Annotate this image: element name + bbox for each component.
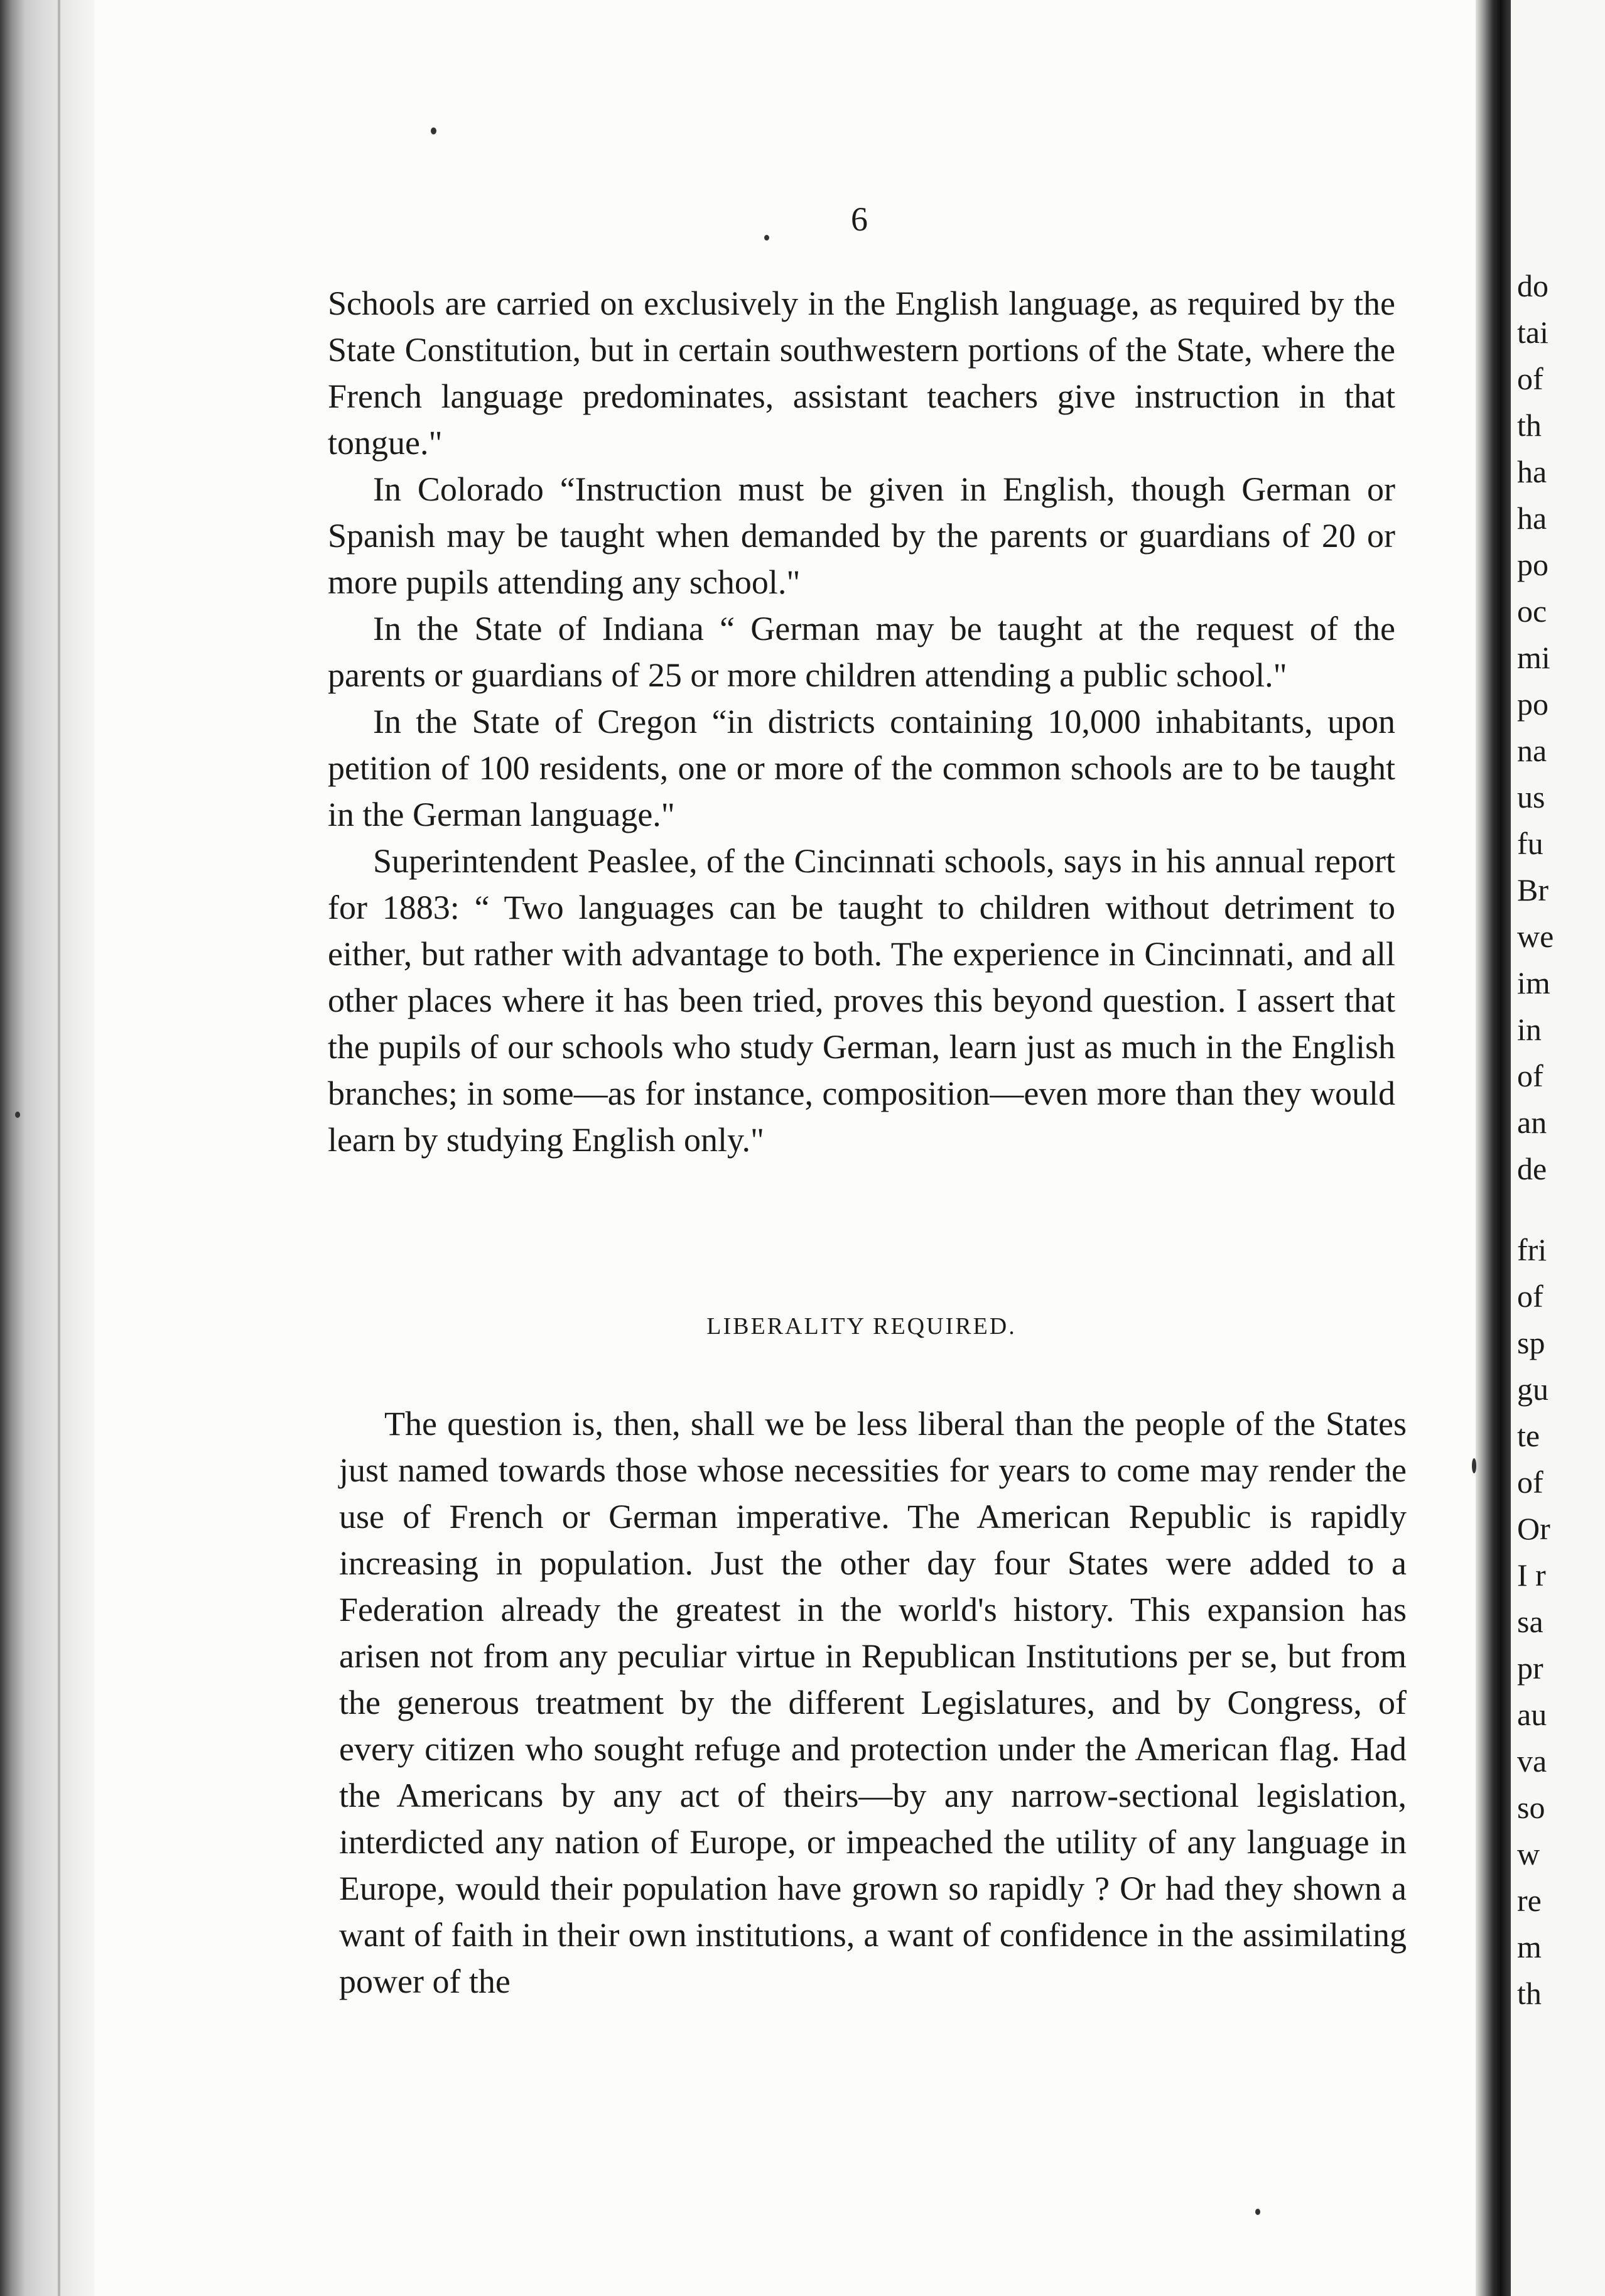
body-text-upper [328, 280, 1395, 1163]
next-page-line-fragment: of [1517, 361, 1543, 396]
next-page-line-fragment: Br [1517, 872, 1548, 907]
next-page-line-fragment: of [1517, 1279, 1543, 1314]
next-page-line-fragment: oc [1517, 593, 1547, 629]
gutter-line [58, 0, 60, 2296]
next-page-line-fragment: of [1517, 1058, 1543, 1093]
next-page-line-fragment: I r [1517, 1557, 1546, 1593]
next-page-line-fragment: us [1517, 779, 1545, 815]
body-text-lower [339, 1400, 1407, 2005]
next-page-line-fragment: w [1517, 1836, 1540, 1871]
center-binding [1476, 0, 1511, 2296]
next-page-line-fragment: po [1517, 547, 1548, 582]
next-page-line-fragment: im [1517, 965, 1550, 1000]
next-page-line-fragment: th [1517, 408, 1542, 443]
scan-speck [15, 1112, 20, 1118]
paragraph: Superintendent Peaslee, of the Cincinnati schools, says in his annual report for 1883: “ Two languages can be taught to children without detriment to either, but rather with advantage to both. The experience in Cincinnati, and all other places where it has been tried, proves this beyond question. I assert that the pupils of our schools who study German, learn just as much in the English branches; in some—as for instance, composition—even more than they would learn by studying English only." [328, 842, 1395, 1159]
scan-speck [764, 235, 769, 241]
next-page-line-fragment: tai [1517, 315, 1548, 350]
section-heading: LIBERALITY REQUIRED. [706, 1313, 1017, 1340]
next-page-line-fragment: pr [1517, 1650, 1543, 1686]
paragraph: Schools are carried on exclusively in the English language, as required by the State Constitution, but in certain southwestern portions of the State, where the French language predominates, assistant teachers give instruction in that tongue." [328, 284, 1395, 462]
next-page-line-fragment: ha [1517, 454, 1547, 489]
next-page-fragment [1511, 0, 1605, 2296]
next-page-line-fragment: fu [1517, 826, 1543, 861]
next-page-line-fragment: an [1517, 1105, 1547, 1140]
next-page-line-fragment: we [1517, 919, 1554, 954]
next-page-line-fragment: au [1517, 1697, 1547, 1732]
left-binding-edge [0, 0, 94, 2296]
next-page-line-fragment: va [1517, 1743, 1547, 1779]
next-page-line-fragment: fri [1517, 1232, 1547, 1267]
scan-speck [431, 127, 436, 134]
next-page-line-fragment: gu [1517, 1372, 1548, 1407]
next-page-line-fragment: th [1517, 1976, 1542, 2011]
paragraph: The question is, then, shall we be less liberal than the people of the States just named towards those whose necessities for years to come may render the use of French or German imperative. The American Republic is rapidly increasing in population. Just the other day four States were added to a Federation already the greatest in the world's history. This expansion has arisen not from any peculiar virtue in Republican Institutions per se, but from the generous treatment by the different Legislatures, and by Congress, of every citizen who sought refuge and protection under the American flag. Had the Americans by any act of theirs—by any narrow-sectional legislation, interdicted any nation of Europe, or impeached the utility of any language in Europe, would their population have grown so rapidly ? Or had they shown a want of faith in their own institutions, a want of confidence in the assimilating power of the [339, 1405, 1407, 2000]
next-page-line-fragment: ha [1517, 501, 1547, 536]
next-page-line-fragment: po [1517, 686, 1548, 722]
paragraph: In the State of Indiana “ German may be taught at the request of the parents or guardians of 25 or more children attending a public school." [328, 610, 1395, 694]
next-page-line-fragment: na [1517, 733, 1547, 768]
scan-speck [1472, 1458, 1476, 1473]
paragraph: In Colorado “Instruction must be given in English, though German or Spanish may be taught when demanded by the parents or guardians of 20 or more pupils attending any school." [328, 470, 1395, 601]
next-page-line-fragment: of [1517, 1465, 1543, 1500]
next-page-line-fragment: te [1517, 1418, 1540, 1453]
next-page-line-fragment: so [1517, 1790, 1545, 1825]
paragraph: In the State of Cregon “in districts containing 10,000 inhabitants, upon petition of 100 residents, one or more of the common schools are to be taught in the German language." [328, 703, 1395, 833]
next-page-line-fragment: sa [1517, 1604, 1543, 1639]
next-page-line-fragment: Or [1517, 1511, 1550, 1546]
next-page-line-fragment: do [1517, 268, 1548, 303]
next-page-line-fragment: de [1517, 1151, 1547, 1186]
next-page-line-fragment: in [1517, 1012, 1542, 1047]
scan-speck [1255, 2209, 1260, 2215]
next-page-line-fragment: re [1517, 1883, 1542, 1918]
page-number: 6 [851, 200, 868, 238]
next-page-line-fragment: mi [1517, 640, 1550, 675]
next-page-line-fragment: m [1517, 1929, 1542, 1964]
next-page-line-fragment: sp [1517, 1325, 1545, 1360]
